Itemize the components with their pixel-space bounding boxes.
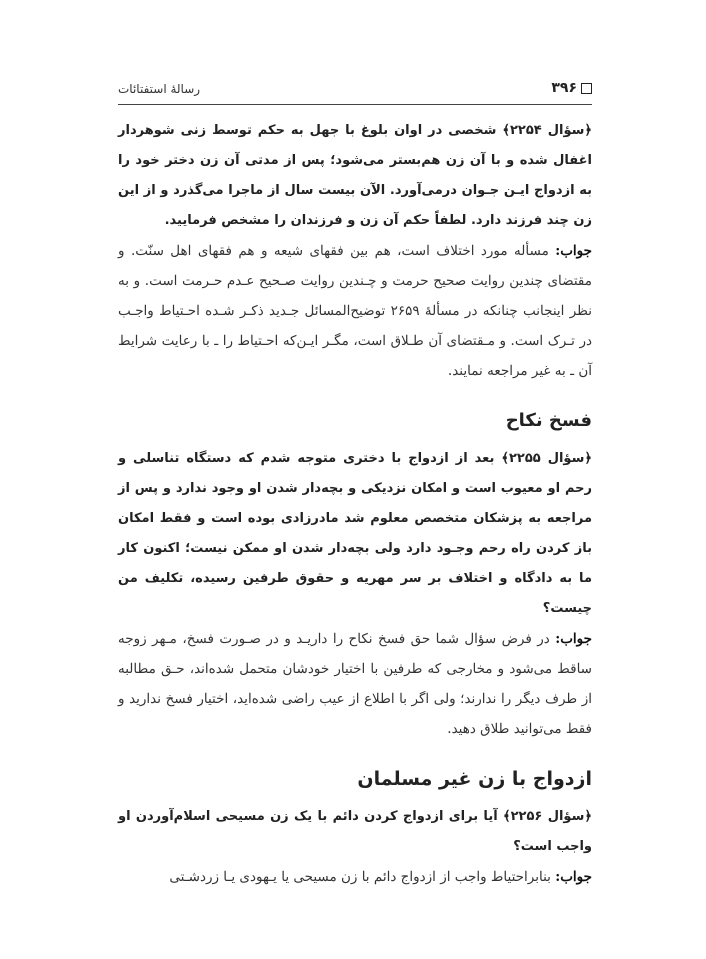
page-number-text: ۳۹۶ [551,80,577,96]
page-header [118,80,592,102]
answer-2254 [118,236,592,386]
section-heading-non-muslim-marriage: ازدواج با زن غیر مسلمان [357,768,592,790]
answer-text: بنابراحتیاط واجب از ازدواج دائم با زن مسیحی یا یـهودی یـا زردشـتی [169,869,556,885]
question-2254: ﴿سؤال ۲۲۵۴﴾ شخصی در اوان بلوغ با جهل به حکم توسط زنی شوهردار اغفال شده و با آن زن هم‌بستر می‌شود؛ پس از مدتی آن زن دختر خود را به ازدواج ایـن جـوان درمی‌آورد. الآن بیست سال از ماجرا می‌گذرد و از این زن چند فرزند دارد. لطفاً حکم آن زن و فرزندان را مشخص فرمایید. [118,123,592,228]
page-number [551,80,592,96]
question-2256: ﴿سؤال ۲۲۵۶﴾ آیا برای ازدواج کردن دائم با یک زن مسیحی اسلام‌آوردن او واجب است؟ [118,809,592,854]
answer-label: جواب: [555,631,592,647]
section-heading-annulment: فسخ نکاح [505,410,592,431]
answer-2256 [118,862,592,892]
page-content [118,116,592,892]
square-icon [581,83,592,94]
answer-text: مسأله مورد اختلاف است، هم بین فقهای شیعه و هم فقهای اهل سنّت. و مقتضای چندین روایت صحیح حرمت و چـندین روایت صـحیح عـدم حـرمت است. و به نظر اینجانب چنانکه در مسألهٔ ۲۶۵۹ توضیح‌المسائل جـدید ذکـر شـده احـتیاط واجـب در تـرک است. و مـقتضای آن طـلاق است، مگـر ایـن‌که احـتیاط را ـ با رعایت شرایط آن ـ به غیر مراجعه نمایند. [118,243,592,379]
header-divider [118,104,592,105]
running-title: رسالهٔ استفتائات [118,82,201,96]
answer-text: در فرض سؤال شما حق فسخ نکاح را داریـد و در صـورت فسخ، مـهر زوجه ساقط می‌شود و مخارجی که طرفین با اختیار خودشان متحمل شده‌اند، حـق مطالبه از طرف دیگر را ندارند؛ ولی اگر با اطلاع از عیب راضی شده‌اید، اختیار فسخ ندارید و فقط می‌توانید طلاق دهید. [118,631,592,737]
answer-2255 [118,624,592,744]
answer-label: جواب: [555,869,592,885]
question-2255: ﴿سؤال ۲۲۵۵﴾ بعد از ازدواج با دختری متوجه شدم که دستگاه تناسلی و رحم او معیوب است و امکان نزدیکی و بچه‌دار شدن او وجود ندارد و پس از مراجعه به پزشکان متخصص معلوم شد مادرزادی بوده است و فقط امکان باز کردن راه رحم وجـود دارد ولی بچه‌دار شدن او ممکن نیست؛ اکنون کار ما به دادگاه و اختلاف بر سر مهریه و حقوق طرفین رسیده، تکلیف من چیست؟ [118,451,592,616]
answer-label: جواب: [555,243,592,259]
